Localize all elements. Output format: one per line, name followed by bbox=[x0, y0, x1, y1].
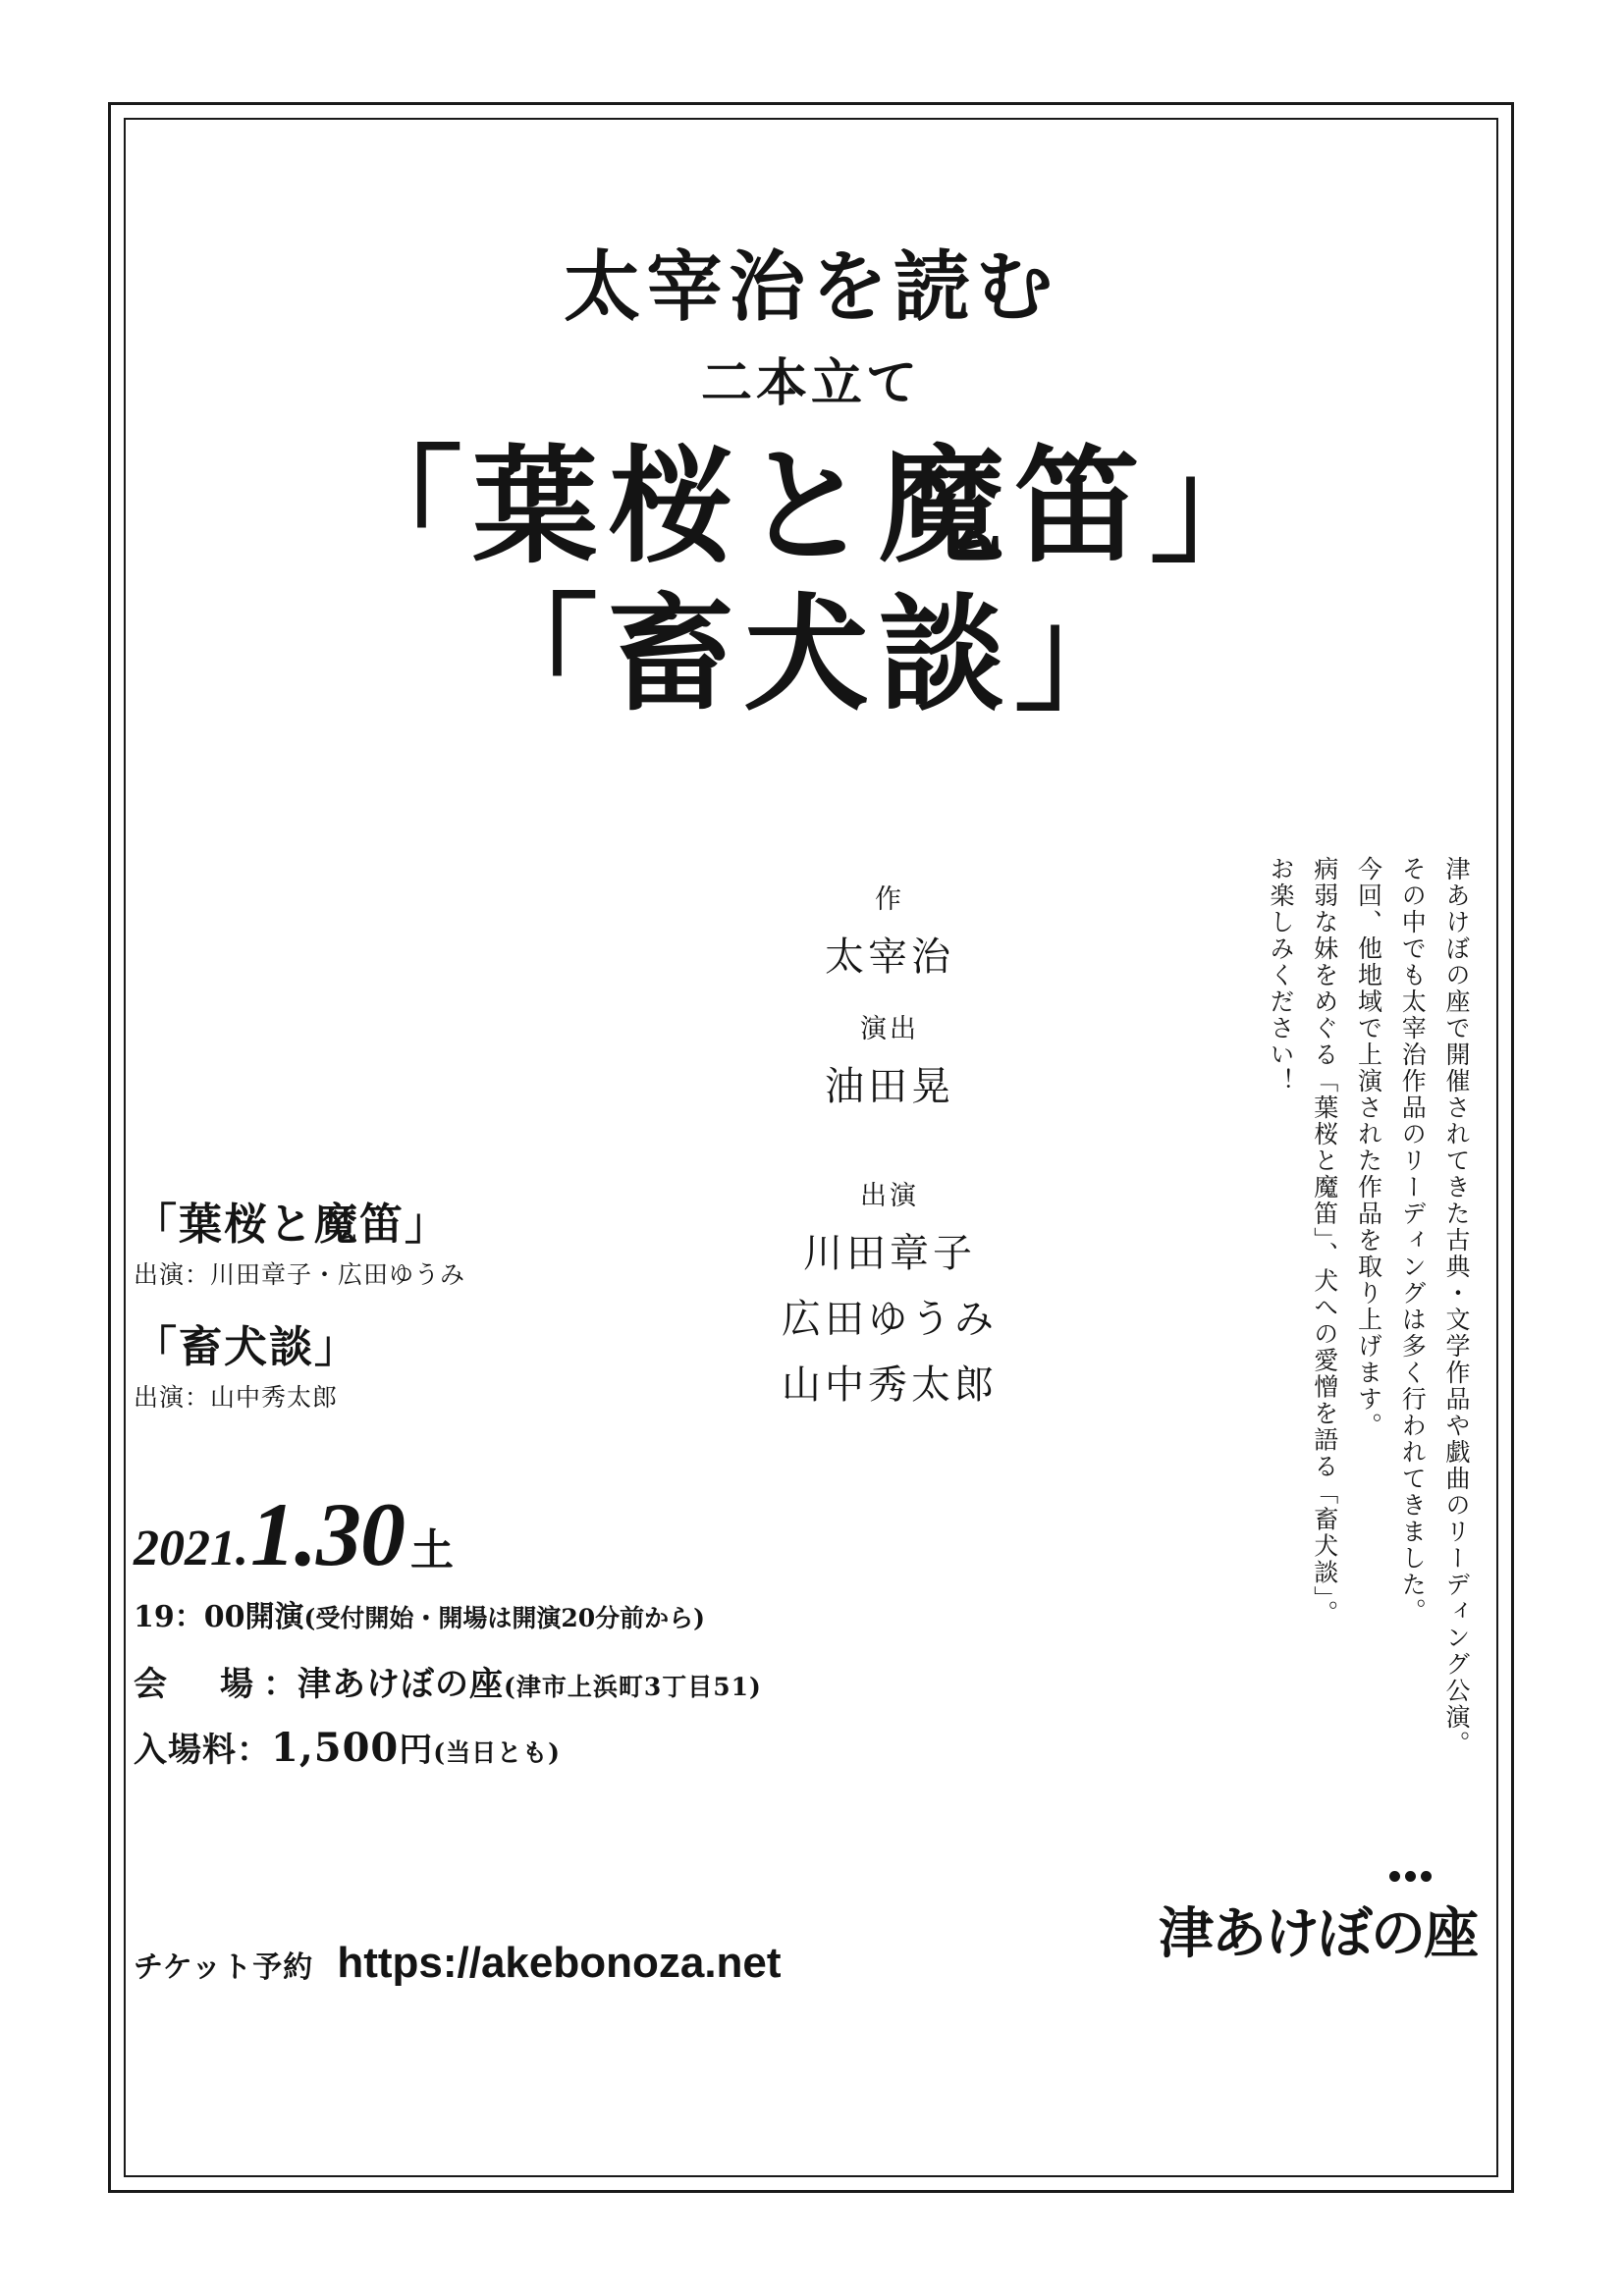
description-column-4: 病弱な妹をめぐる「葉桜と魔笛」、犬への愛憎を語る「畜犬談」。 bbox=[1310, 856, 1339, 1627]
description-vertical-block bbox=[1261, 856, 1475, 1757]
ticket-label: チケット予約 bbox=[134, 1950, 314, 1985]
work-1-cast: 出演：川田章子・広田ゆうみ bbox=[134, 1260, 466, 1289]
credits-block bbox=[683, 874, 1096, 1419]
logo-wordmark: 津あけぼの座 bbox=[1159, 1901, 1477, 1966]
cast-name-3: 山中秀太郎 bbox=[782, 1362, 998, 1408]
event-date: 1.30 bbox=[250, 1484, 405, 1584]
event-price-row bbox=[134, 1723, 1017, 1771]
cast-name-2: 広田ゆうみ bbox=[782, 1297, 998, 1342]
event-date-row bbox=[134, 1482, 1017, 1586]
price-label: 入場料 bbox=[134, 1731, 237, 1770]
ticket-reservation-row bbox=[134, 1939, 782, 1988]
price-note: (当日とも) bbox=[433, 1738, 561, 1767]
play-title-2: 「畜犬談」 bbox=[471, 581, 1150, 729]
play-title-1: 「葉桜と魔笛」 bbox=[336, 432, 1285, 580]
event-venue-row bbox=[134, 1657, 1017, 1705]
ticket-url-link[interactable]: https://akebonoza.net bbox=[337, 1939, 782, 1987]
price-amount: 1,500 bbox=[271, 1725, 400, 1771]
works-list bbox=[134, 1198, 644, 1443]
logo-dots-icon bbox=[1389, 1871, 1432, 1882]
work-1-title: 「葉桜と魔笛」 bbox=[134, 1200, 450, 1250]
price-separator: ： bbox=[237, 1731, 271, 1770]
event-open-note: (受付開始・開場は開演20分前から) bbox=[303, 1604, 705, 1632]
event-year: 2021. bbox=[134, 1521, 248, 1576]
headline-block bbox=[124, 118, 1498, 729]
description-column-5: お楽しみください！ bbox=[1267, 856, 1295, 1095]
author-name: 太宰治 bbox=[825, 934, 954, 980]
director-role-label: 演出 bbox=[860, 1014, 919, 1044]
headline-line-1: 太宰治を読む bbox=[563, 242, 1058, 332]
work-2-cast: 出演：山中秀太郎 bbox=[134, 1383, 339, 1412]
event-weekday: 土 bbox=[410, 1525, 454, 1575]
director-name: 油田晃 bbox=[825, 1064, 954, 1109]
event-info-block bbox=[134, 1482, 1017, 1771]
venue-separator: ： bbox=[263, 1665, 298, 1704]
author-role-label: 作 bbox=[875, 884, 904, 915]
venue-name: 津あけぼの座 bbox=[298, 1665, 504, 1704]
poster-content bbox=[124, 118, 1498, 2177]
description-column-1: 津あけぼの座で開催されてきた古典・文学作品や戯曲のリーディング公演。 bbox=[1442, 856, 1471, 1757]
cast-role-label: 出演 bbox=[860, 1181, 919, 1211]
credits-spacer bbox=[683, 1137, 1096, 1170]
akebonoza-logo bbox=[1137, 1885, 1481, 1973]
headline-line-2: 二本立て bbox=[700, 352, 921, 413]
cast-name-1: 川田章子 bbox=[803, 1231, 976, 1276]
venue-address: (津市上浜町3丁目51) bbox=[504, 1673, 762, 1701]
venue-label: 会 場 bbox=[134, 1665, 263, 1704]
work-2-title: 「畜犬談」 bbox=[134, 1322, 359, 1372]
logo-text bbox=[1155, 1885, 1481, 1973]
description-column-3: 今回、他地域で上演された作品を取り上げます。 bbox=[1354, 856, 1383, 1439]
price-unit: 円 bbox=[399, 1731, 434, 1770]
event-open-time-row bbox=[134, 1592, 1017, 1635]
description-column-2: その中でも太宰治作品のリーディングは多く行われてきました。 bbox=[1398, 856, 1428, 1625]
event-open-time: 19：00開演 bbox=[134, 1600, 304, 1634]
